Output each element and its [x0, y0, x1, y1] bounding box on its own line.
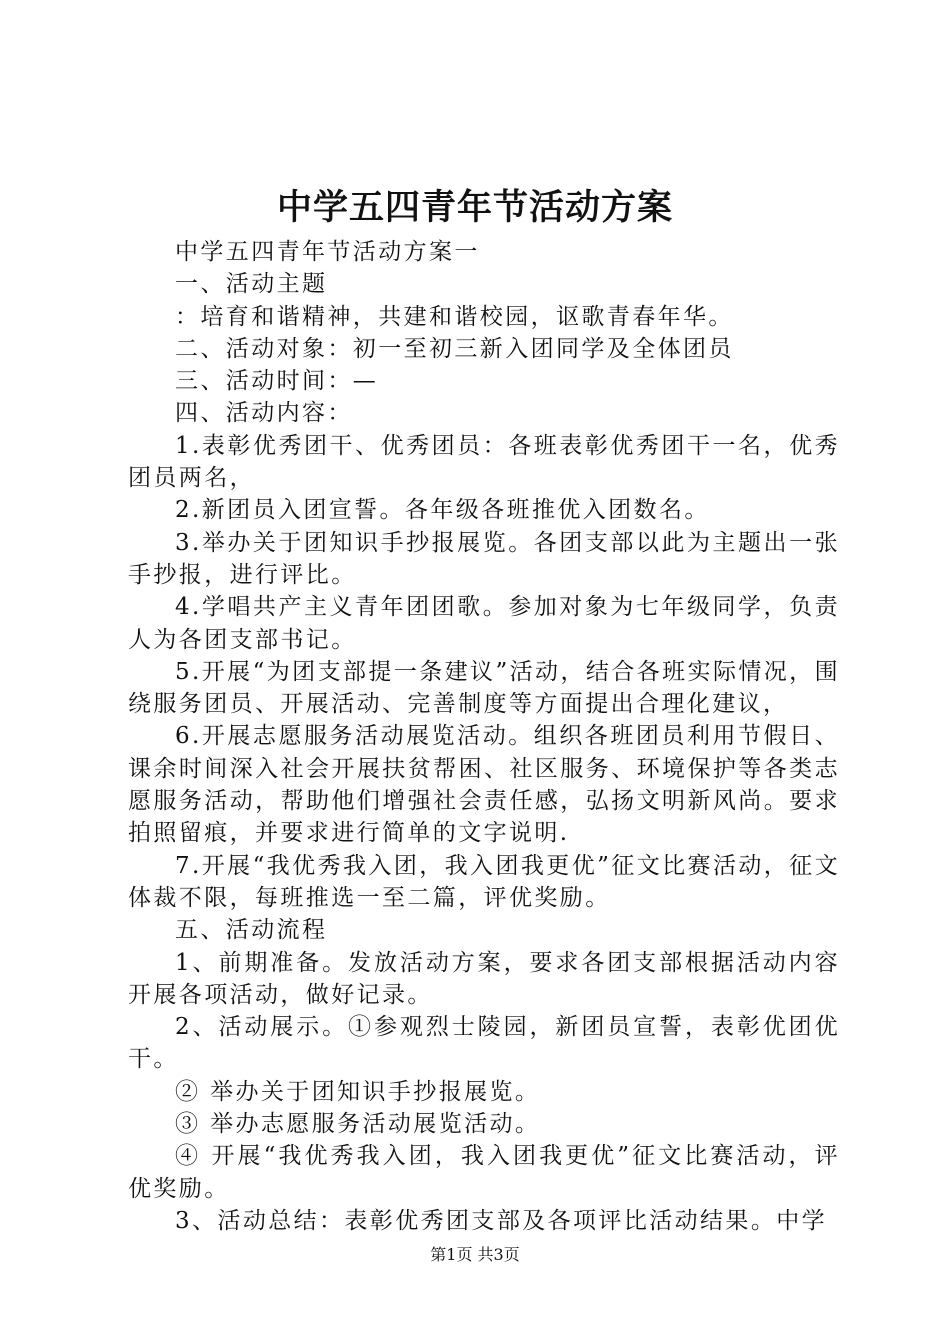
document-body — [128, 236, 840, 1237]
paragraph: 2.新团员入团宣誓。各年级各班推优入团数名。 — [175, 497, 710, 524]
paragraph: ② 举办关于团知识手抄报展览。 — [175, 1078, 541, 1105]
paragraph: 7.开展“我优秀我入团，我入团我更优”征文比赛活动，征文体裁不限，每班推选一至二篇，评优奖励。 — [128, 852, 840, 911]
paragraph: ：培育和谐精神，共建和谐校园，讴歌青春年华。 — [175, 303, 734, 330]
paragraph: 中学五四青年节活动方案一 — [175, 239, 480, 265]
page-number-footer: 第1页 共3页 — [430, 1245, 520, 1264]
paragraph: 一、活动主题 — [175, 271, 328, 298]
paragraph: 1、前期准备。发放活动方案，要求各团支部根据活动内容开展各项活动，做好记录。 — [128, 949, 840, 1008]
paragraph: 五、活动流程 — [175, 917, 328, 944]
paragraph: 1.表彰优秀团干、优秀团员：各班表彰优秀团干一名，优秀团员两名， — [128, 432, 840, 492]
paragraph: ④ 开展“我优秀我入团，我入团我更优”征文比赛活动，评优奖励。 — [128, 1143, 840, 1202]
paragraph: 3、活动总结：表彰优秀团支部及各项评比活动结果。中学 — [175, 1207, 828, 1234]
paragraph: 6.开展志愿服务活动展览活动。组织各班团员利用节假日、课余时间深入社会开展扶贫帮困、社区服务、环境保护等各类志愿服务活动，帮助他们增强社会责任感，弘扬文明新风尚。要求拍照留痕，并要求进行简单的文字说明. — [128, 723, 840, 847]
paragraph: 三、活动时间：— — [175, 368, 379, 395]
paragraph: 二、活动对象：初一至初三新入团同学及全体团员 — [175, 335, 734, 362]
paragraph: 3.举办关于团知识手抄报展览。各团支部以此为主题出一张手抄报，进行评比。 — [128, 529, 840, 588]
document-title: 中学五四青年节活动方案 — [276, 187, 673, 228]
paragraph: 四、活动内容： — [175, 400, 353, 427]
paragraph: ③ 举办志愿服务活动展览活动。 — [175, 1111, 541, 1138]
paragraph: 4.学唱共产主义青年团团歌。参加对象为七年级同学，负责人为各团支部书记。 — [128, 594, 840, 653]
paragraph: 5.开展“为团支部提一条建议”活动，结合各班实际情况，围绕服务团员、开展活动、完善制度等方面提出合理化建议， — [128, 658, 840, 718]
paragraph: 2、活动展示。①参观烈士陵园，新团员宣誓，表彰优团优干。 — [128, 1014, 840, 1073]
